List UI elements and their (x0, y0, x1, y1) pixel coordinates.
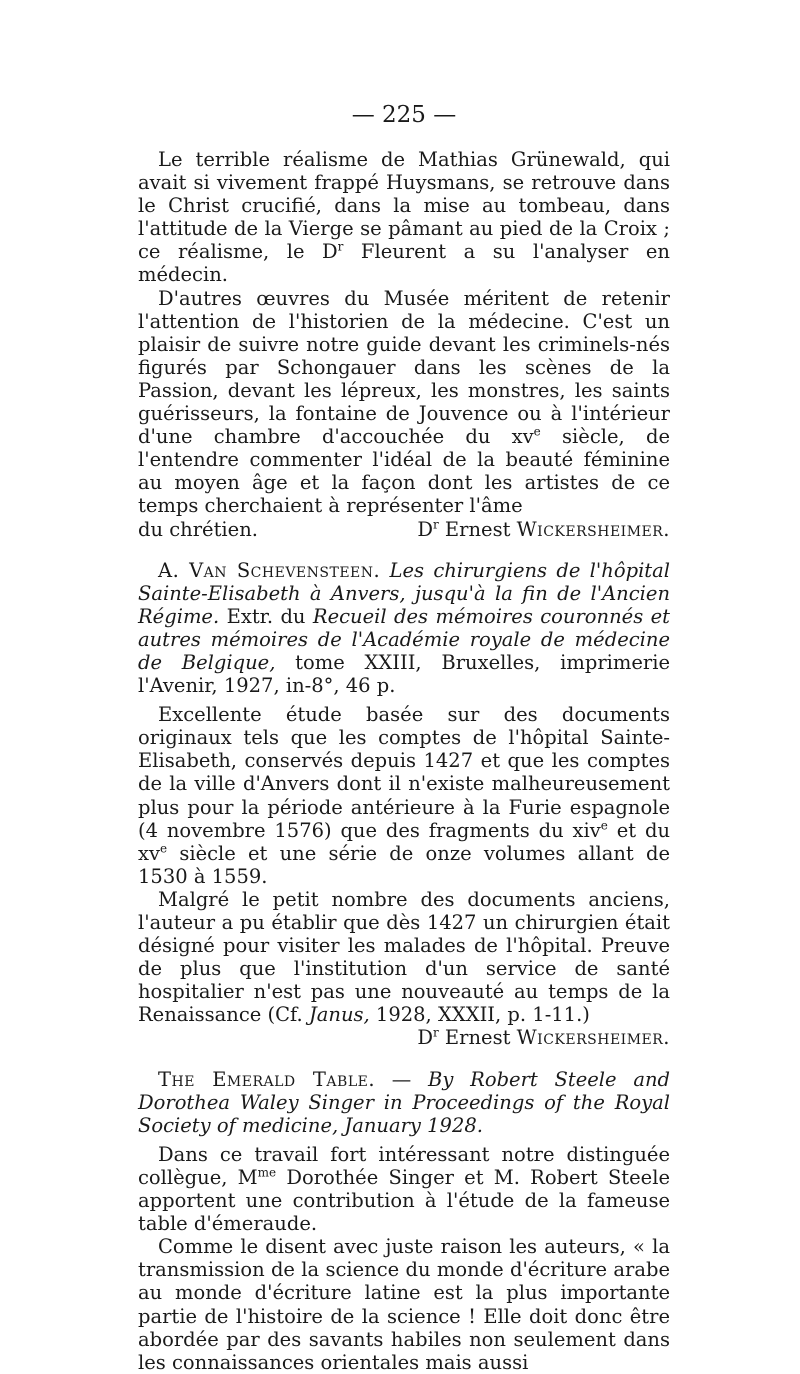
text: D'autres œuvres du Musée méritent de retenir l'attention de l'historien de la médecine. C'est un plaisir de suivre notre guide devant les criminels-nés figurés par Schongauer dans les scènes de la Passion, devant les lépreux, les monstres, les saints guérisseurs, la fontaine de Jouvence ou à l'intérieur d'une chambre d'accouchée du xv (138, 286, 670, 449)
work-title: Les chirurgiens de l'hôpital Sainte-Elisabeth à Anvers, jusqu'à la fin de l'Ancien Régime. (138, 558, 670, 628)
paragraph: Malgré le petit nombre des documents anciens, l'auteur a pu établir que dès 1427 un chirurgien était désigné pour visiter les malades de l'hôpital. Preuve de plus que l'institution d'un service de santé hospitalier n'est pas une nouveauté au temps de la Renaissance (Cf. Janus, 1928, XXXII, p. 1-11.) (138, 887, 670, 1027)
review-van-schevensteen (138, 559, 670, 1050)
text: du chrétien. (138, 517, 258, 541)
signature: $D^r$ Ernest Wickersheimer. (417, 517, 670, 541)
text: Le terrible réalisme de Mathias Grünewald, qui avait si vivement frappé Huysmans, se retrouve dans le Christ crucifié, dans la mise au tombeau, dans l'attitude de la Vierge se pâmant au pied de la Croix ; ce réalisme, le D (138, 148, 670, 264)
bibliographic-heading: The Emerald Table. — By Robert Steele and Dorothea Waley Singer in Proceedings of the Royal Society of medicine, January 1928. (138, 1067, 670, 1137)
publication-info: tome XXIII, Bruxelles, imprimerie l'Avenir, 1927, in-8°, 46 p. (138, 650, 671, 698)
byline: By Robert Steele and Dorothea Waley Singer in Proceedings of the Royal Society of medicine, January 1928. (138, 1067, 670, 1137)
work-title: The Emerald Table. (158, 1067, 376, 1091)
paragraph (138, 148, 670, 287)
superscript: e (533, 424, 541, 439)
paragraph: Excellente étude basée sur des documents originaux tels que les comptes de l'hôpital Sainte-Elisabeth, conservés depuis 1427 et que les comptes de la ville d'Anvers dont il n'existe malheureusement plus pour la période antérieure à la Furie espagnole (4 novembre 1576) que des fragments du xiv$^e$ et du $xv^e$ siècle et une série de onze volumes allant de 1530 à 1559. (138, 703, 670, 888)
superscript: r (337, 239, 344, 254)
text: Fleurent a su l'analyser en médecin. (138, 240, 670, 287)
paragraph (138, 287, 670, 518)
text: siècle, de l'entendre commenter l'idéal de la beauté féminine au moyen âge et la façon dont les artistes de ce temps cherchaient à représenter l'âme (138, 425, 670, 518)
closing-line (138, 518, 670, 541)
review-emerald-table (138, 1068, 670, 1374)
bibliographic-heading: A. Van Schevensteen. Les chirurgiens de l'hôpital Sainte-Elisabeth à Anvers, jusqu'à la fin de l'Ancien Régime. Extr. du Recueil des mémoires couronnés et autres mémoires de l'Académie royale de médecine de Belgique, tome XXIII, Bruxelles, imprimerie l'Avenir, 1927, in-8°, 46 p. (138, 558, 671, 698)
author: A. Van Schevensteen. (158, 558, 381, 582)
source-title: Recueil des mémoires couronnés et autres mémoires de l'Académie royale de médecine de Belgique, (138, 604, 670, 674)
paragraph: Comme le disent avec juste raison les auteurs, « la transmission de la science du monde d'écriture arabe au monde d'écriture latine est la plus importante partie de l'histoire de la science ! Elle doit donc être abordée par des savants habiles non seulement dans les connaissances orientales mais aussi (138, 1235, 670, 1374)
page-number: — 225 — (351, 102, 457, 128)
signature: $D^r$ Ernest Wickersheimer. (417, 1025, 670, 1050)
review-grunewald (138, 148, 670, 541)
paragraph: Dans ce travail fort intéressant notre distinguée collègue, $M^{me}$ Dorothée Singer et M. Robert Steele apportent une contribution à l'étude de la fameuse table d'émeraude. (138, 1142, 671, 1236)
